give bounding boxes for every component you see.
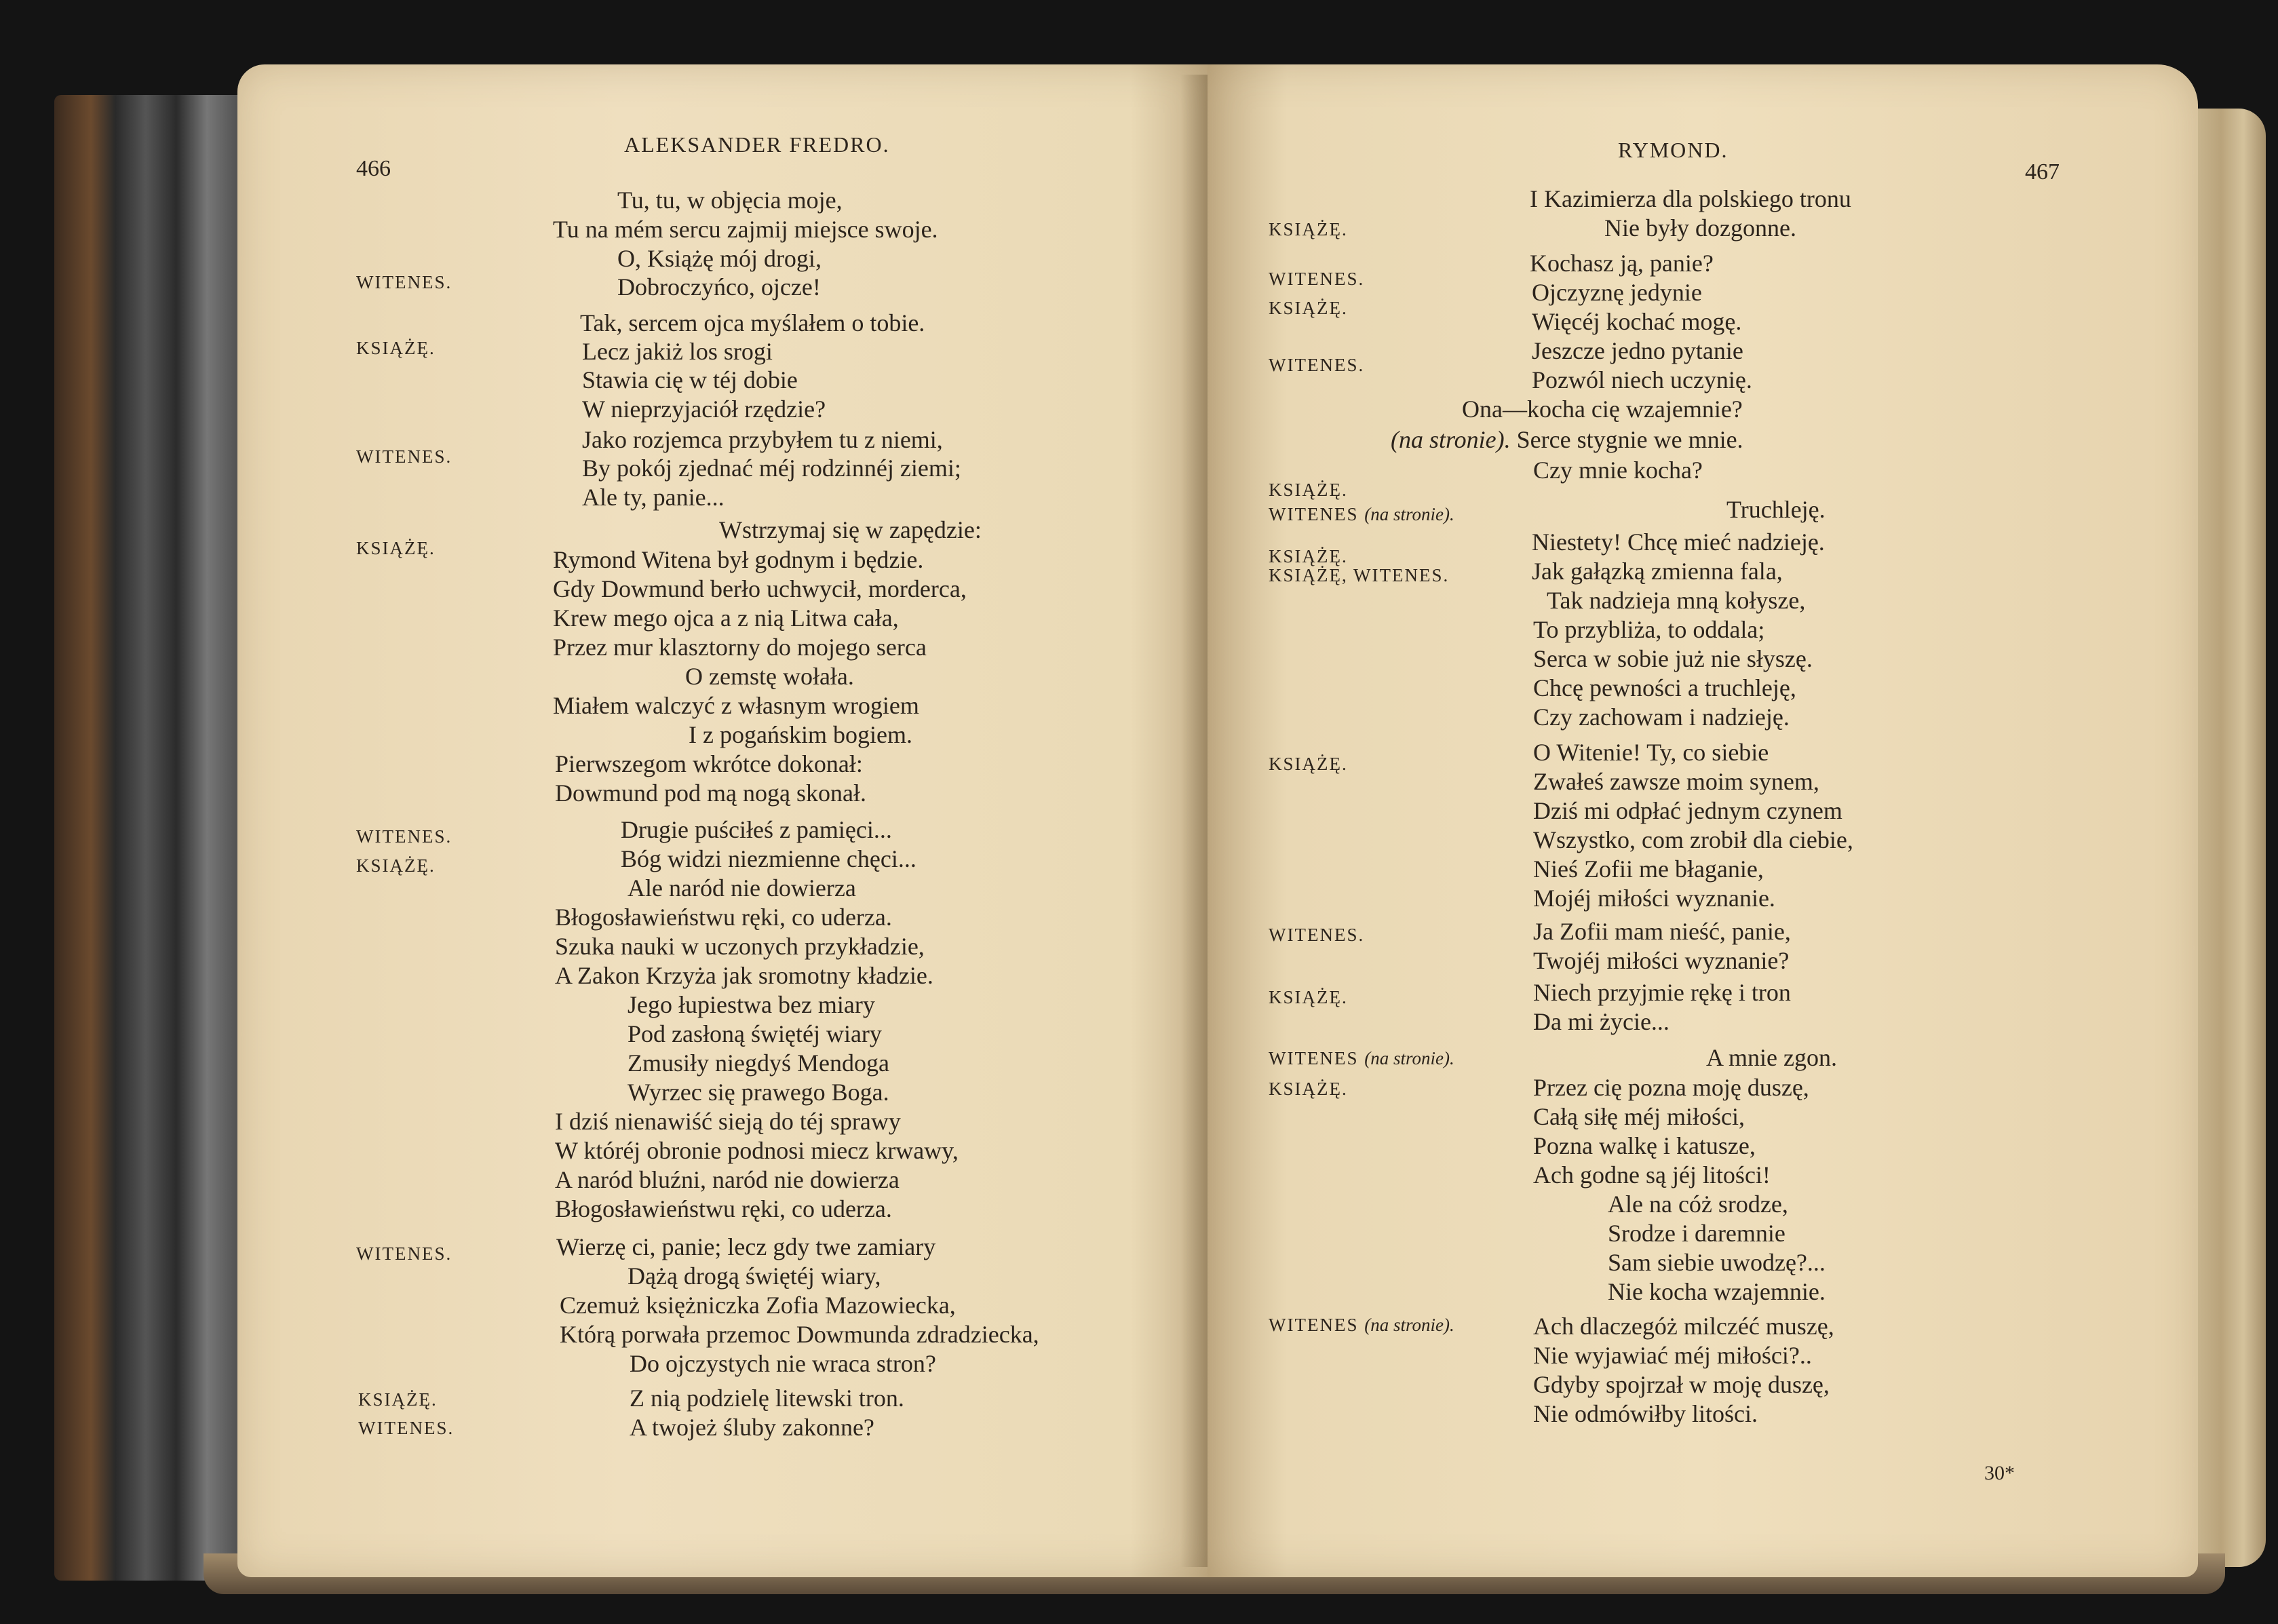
verse-line: Pierwszegom wkrótce dokonał: xyxy=(555,750,863,777)
verse-line: Rymond Witena był godnym i będzie. xyxy=(553,546,924,573)
verse-line: Ojczyznę jedynie xyxy=(1532,279,1702,306)
verse-line: Zmusiły niegdyś Mendoga xyxy=(628,1049,889,1077)
verse-line: Krew mego ojca a z nią Litwa cała, xyxy=(553,604,899,632)
speaker-label: KSIĄŻĘ. xyxy=(1269,987,1348,1007)
verse-line: Szuka nauki w uczonych przykładzie, xyxy=(555,933,925,960)
verse-line: Ona—kocha cię wzajemnie? xyxy=(1462,395,1743,423)
verse-line: Srodze i daremnie xyxy=(1608,1220,1785,1247)
speaker-label: KSIĄŻĘ. xyxy=(356,338,436,358)
speaker-label: WITENES. xyxy=(1269,925,1365,945)
speaker-label: KSIĄŻĘ. xyxy=(1269,754,1348,774)
speaker-with-aside: WITENES (na stronie). xyxy=(1269,504,1454,524)
stage-direction: (na stronie). xyxy=(1364,1048,1454,1068)
speaker-label: KSIĄŻĘ. xyxy=(1269,546,1348,566)
verse-line: Czy zachowam i nadzieję. xyxy=(1533,703,1790,731)
speaker-label: WITENES. xyxy=(358,1418,455,1438)
page-number: 466 xyxy=(356,156,391,181)
verse-line: Wierzę ci, panie; lecz gdy twe zamiary xyxy=(556,1233,936,1260)
verse-line: Ale naród nie dowierza xyxy=(628,874,856,902)
verse-line: Sam siebie uwodzę?... xyxy=(1608,1249,1826,1276)
signature-mark: 30* xyxy=(1984,1462,2015,1484)
speaker-label: WITENES. xyxy=(356,446,452,467)
stage-direction: (na stronie). xyxy=(1364,504,1454,524)
verse-line: Nie były dozgonne. xyxy=(1604,214,1796,241)
verse-line: A Zakon Krzyża jak sromotny kładzie. xyxy=(555,962,933,989)
stage-direction: (na stronie). xyxy=(1364,1315,1454,1335)
speaker-label: KSIĄŻĘ. xyxy=(358,1389,438,1410)
verse-line: Stawia cię w téj dobie xyxy=(582,366,798,393)
verse-line: Jego łupiestwa bez miary xyxy=(628,991,875,1018)
verse-line: Czy mnie kocha? xyxy=(1533,457,1703,484)
verse-line: Gdyby spojrzał w moję duszę, xyxy=(1533,1371,1830,1398)
verse-line: Jak gałązką zmienna fala, xyxy=(1532,558,1783,585)
left-page xyxy=(237,64,1208,1577)
verse-line: Lecz jakiż los srogi xyxy=(582,338,773,365)
verse-line: Wyrzec się prawego Boga. xyxy=(628,1079,889,1106)
book-page-edges-right xyxy=(2191,109,2266,1567)
verse-line: Czemuż księżniczka Zofia Mazowiecka, xyxy=(560,1292,956,1319)
verse-line: By pokój zjednać méj rodzinnéj ziemi; xyxy=(582,455,961,482)
speaker-label: WITENES. xyxy=(1269,269,1365,289)
verse-line: Kochasz ją, panie? xyxy=(1530,250,1714,277)
verse-line: Z nią podzielę litewski tron. xyxy=(630,1385,904,1412)
verse-line: Dążą drogą świętéj wiary, xyxy=(628,1262,881,1290)
verse-line: Błogosławieństwu ręki, co uderza. xyxy=(555,904,892,931)
verse-line: Truchleję. xyxy=(1726,496,1826,523)
verse-line: Przez mur klasztorny do mojego serca xyxy=(553,634,927,661)
running-head: RYMOND. xyxy=(1618,138,1729,162)
verse-line: Da mi życie... xyxy=(1533,1008,1669,1035)
verse-line: Tu, tu, w objęcia moje, xyxy=(617,187,843,214)
speaker-with-aside: WITENES (na stronie). xyxy=(1269,1315,1454,1335)
verse-line: A mnie zgon. xyxy=(1706,1044,1837,1071)
speaker-label: KSIĄŻĘ. xyxy=(1269,480,1348,500)
verse-line: Którą porwała przemoc Dowmunda zdradziecka, xyxy=(560,1321,1039,1348)
page-number: 467 xyxy=(2025,159,2060,185)
verse-line: Mojéj miłości wyznanie. xyxy=(1533,885,1775,912)
speaker-label: WITENES. xyxy=(1269,355,1365,375)
verse-line: Nie odmówiłby litości. xyxy=(1533,1400,1758,1427)
speaker-label: KSIĄŻĘ. xyxy=(1269,219,1348,239)
speaker-label: WITENES. xyxy=(356,272,452,292)
right-page xyxy=(1208,64,2198,1577)
verse-line: I Kazimierza dla polskiego tronu xyxy=(1530,185,1851,212)
verse-line: A naród bluźni, naród nie dowierza xyxy=(555,1166,900,1193)
verse-line: O, Książę mój drogi, xyxy=(617,245,822,272)
running-head: ALEKSANDER FREDRO. xyxy=(624,132,890,157)
verse-line: Niech przyjmie rękę i tron xyxy=(1533,979,1791,1006)
verse-line: Błogosławieństwu ręki, co uderza. xyxy=(555,1195,892,1222)
verse-line: Wszystko, com zrobił dla ciebie, xyxy=(1533,826,1853,853)
verse-line: O zemstę wołała. xyxy=(685,663,854,690)
verse-line: Tak nadzieja mną kołysze, xyxy=(1547,587,1806,614)
verse-line: I z pogańskim bogiem. xyxy=(689,721,912,748)
verse-line: O Witenie! Ty, co siebie xyxy=(1533,739,1769,766)
verse-line: Drugie puściłeś z pamięci... xyxy=(621,816,892,843)
verse-line: Zwałeś zawsze moim synem, xyxy=(1533,768,1819,795)
verse-line: Ach dlaczegóż milczéć muszę, xyxy=(1533,1313,1834,1340)
speaker-label: KSIĄŻĘ. xyxy=(1269,298,1348,318)
speaker-label: KSIĄŻĘ. xyxy=(356,538,436,558)
verse-line: Nie kocha wzajemnie. xyxy=(1608,1278,1826,1305)
speaker-label: WITENES. xyxy=(356,826,452,847)
verse-line: Pozna walkę i katusze, xyxy=(1533,1132,1756,1159)
verse-line: W nieprzyjaciół rzędzie? xyxy=(582,395,826,423)
verse-line: To przybliża, to oddala; xyxy=(1533,616,1765,643)
verse-line: Ale ty, panie... xyxy=(582,484,725,511)
verse-line: Chcę pewności a truchleję, xyxy=(1533,674,1796,701)
verse-line: Wstrzymaj się w zapędzie: xyxy=(719,516,982,543)
verse-line: I dziś nienawiść sieją do téj sprawy xyxy=(555,1108,901,1135)
verse-line: Pod zasłoną świętéj wiary xyxy=(628,1020,882,1047)
verse-line: Przez cię pozna moję duszę, xyxy=(1533,1074,1809,1101)
verse-line: Dowmund pod mą nogą skonał. xyxy=(555,779,866,807)
verse-line: Dziś mi odpłać jednym czynem xyxy=(1533,797,1842,824)
verse-line: Całą siłę méj miłości, xyxy=(1533,1103,1745,1130)
speaker-label: KSIĄŻĘ. xyxy=(1269,1079,1348,1099)
verse-line-with-aside: (na stronie). Serce stygnie we mnie. xyxy=(1391,426,1743,453)
verse-line: Ale na cóż srodze, xyxy=(1608,1191,1788,1218)
verse-line: Gdy Dowmund berło uchwycił, morderca, xyxy=(553,575,967,602)
verse-line: Ja Zofii mam nieść, panie, xyxy=(1533,918,1791,945)
verse-line: Serca w sobie już nie słyszę. xyxy=(1533,645,1813,672)
stage-direction: (na stronie). xyxy=(1391,426,1511,453)
verse-line: Do ojczystych nie wraca stron? xyxy=(630,1350,936,1377)
verse-line: Tak, sercem ojca myślałem o tobie. xyxy=(580,309,925,336)
verse-line: Bóg widzi niezmienne chęci... xyxy=(621,845,916,872)
verse-line: Pozwól niech uczynię. xyxy=(1532,366,1752,393)
speaker-label: KSIĄŻĘ. xyxy=(356,855,436,876)
speaker-with-aside: WITENES (na stronie). xyxy=(1269,1048,1454,1068)
verse-line: Jeszcze jedno pytanie xyxy=(1532,337,1743,364)
verse-line: Więcéj kochać mogę. xyxy=(1532,308,1742,335)
verse-line: Nie wyjawiać méj miłości?.. xyxy=(1533,1342,1812,1369)
verse-line: Niestety! Chcę mieć nadzieję. xyxy=(1532,528,1825,556)
verse-line: W któréj obronie podnosi miecz krwawy, xyxy=(555,1137,959,1164)
verse-line: Nieś Zofii me błaganie, xyxy=(1533,855,1764,883)
verse-line: Twojéj miłości wyznanie? xyxy=(1533,947,1790,974)
verse-line: Dobroczyńco, ojcze! xyxy=(617,273,821,301)
book-page-edges-left xyxy=(54,95,258,1581)
speaker-label: WITENES. xyxy=(356,1243,452,1264)
verse-line: A twojeż śluby zakonne? xyxy=(630,1414,874,1441)
verse-line: Miałem walczyć z własnym wrogiem xyxy=(553,692,919,719)
verse-line: Tu na mém sercu zajmij miejsce swoje. xyxy=(553,216,938,243)
verse-line: Jako rozjemca przybyłem tu z niemi, xyxy=(582,426,943,453)
speaker-label: KSIĄŻĘ, WITENES. xyxy=(1269,565,1450,585)
verse-line: Ach godne są jéj litości! xyxy=(1533,1161,1771,1188)
